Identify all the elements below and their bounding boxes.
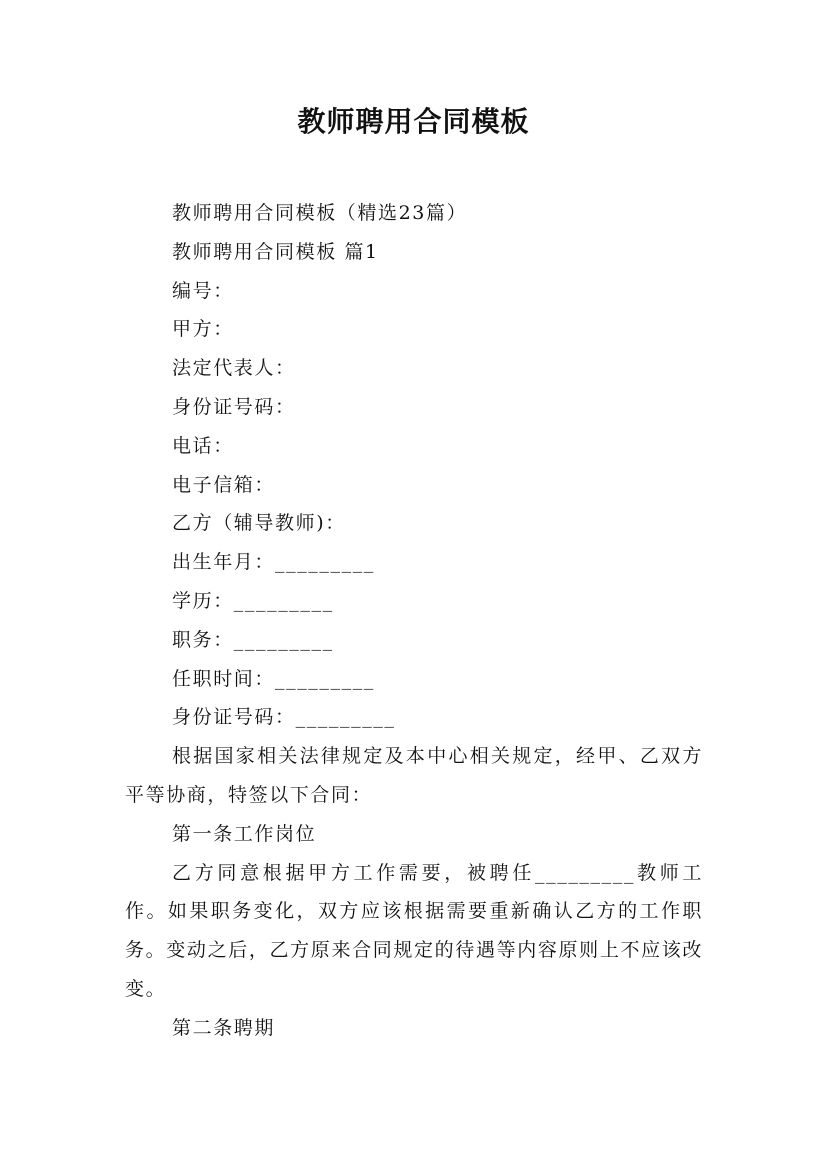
field-number: 编号： <box>172 279 234 302</box>
field-legal-representative: 法定代表人： <box>172 357 296 380</box>
section-heading: 教师聘用合同模板 篇1 <box>172 240 379 263</box>
field-education: 学历：_________ <box>172 589 334 612</box>
field-position: 职务：_________ <box>172 628 334 651</box>
subtitle-line: 教师聘用合同模板（精选23篇） <box>172 202 468 224</box>
article-1-paragraph: 乙方同意根据甲方工作需要，被聘任_________教师工作。如果职务变化，双方应该根据需要重新确认乙方的工作职务。变动之后，乙方原来合同规定的待遇等内容原则上不应该改变。 <box>125 861 703 1000</box>
article-2-heading: 第二条聘期 <box>172 1016 276 1039</box>
field-party-b: 乙方（辅导教师)： <box>172 512 346 535</box>
intro-paragraph: 根据国家相关法律规定及本中心相关规定，经甲、乙双方平等协商，特签以下合同： <box>125 745 703 806</box>
document-title: 教师聘用合同模板 <box>297 105 530 138</box>
field-id-number-b: 身份证号码：_________ <box>172 706 396 729</box>
field-email: 电子信箱： <box>172 473 276 496</box>
field-phone: 电话： <box>172 434 234 457</box>
document-body <box>125 194 703 1048</box>
article-1-heading: 第一条工作岗位 <box>172 822 317 845</box>
field-birth-date: 出生年月：_________ <box>172 551 375 574</box>
field-tenure: 任职时间：_________ <box>172 667 375 690</box>
field-id-number-a: 身份证号码： <box>172 395 296 418</box>
field-party-a: 甲方： <box>172 318 234 341</box>
